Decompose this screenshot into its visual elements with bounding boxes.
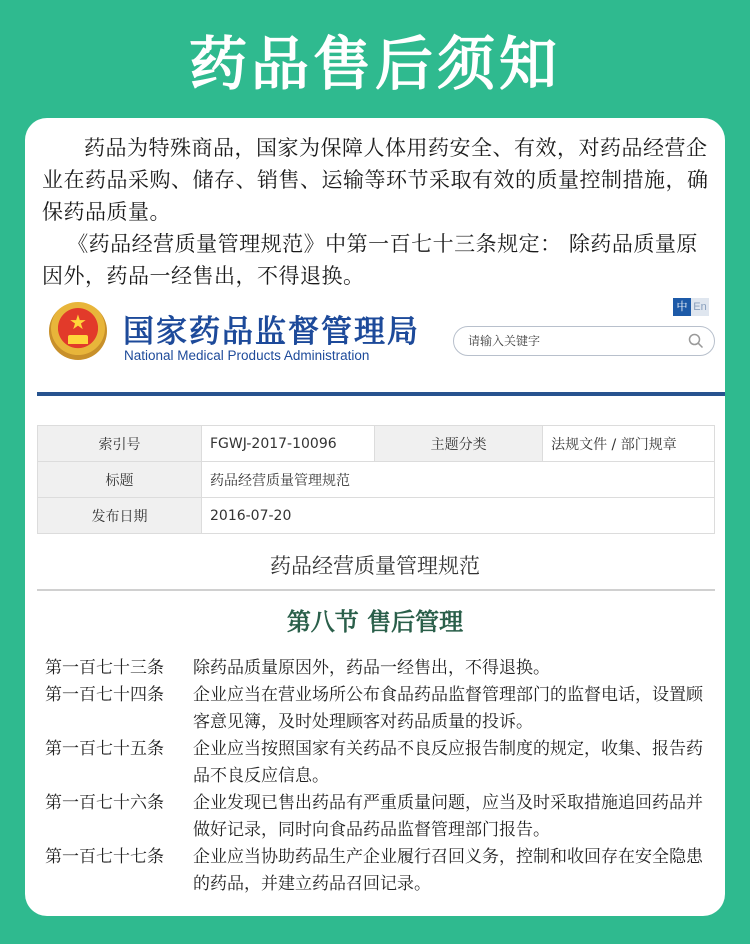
article-number: 第一百七十三条: [45, 658, 164, 678]
article-list: [45, 655, 715, 898]
agency-name-en: National Medical Products Administration: [124, 348, 370, 363]
lang-en-button[interactable]: En: [691, 298, 709, 316]
lang-cn-button[interactable]: 中: [673, 298, 691, 316]
header-divider: [37, 392, 725, 396]
category-value: 法规文件 / 部门规章: [543, 426, 715, 462]
list-item: [45, 682, 715, 736]
category-label: 主题分类: [375, 426, 543, 462]
magnifier-icon[interactable]: [688, 333, 704, 349]
article-text: 企业应当在营业场所公布食品药品监督管理部门的监督电话，设置顾客意见簿，及时处理顾客对药品质量的投诉。: [193, 685, 703, 732]
list-item: [45, 790, 715, 844]
document-meta-table: [37, 425, 715, 534]
intro-text: [42, 132, 712, 292]
agency-name-cn: 国家药品监督管理局: [123, 314, 420, 350]
article-number: 第一百七十四条: [45, 685, 164, 705]
index-label: 索引号: [38, 426, 202, 462]
search-input[interactable]: [468, 331, 668, 351]
table-row: [38, 426, 715, 462]
date-value: 2016-07-20: [202, 498, 715, 534]
title-divider: [37, 589, 715, 591]
article-number: 第一百七十六条: [45, 793, 164, 813]
article-number: 第一百七十七条: [45, 847, 164, 867]
list-item: [45, 844, 715, 898]
national-emblem-icon: ★: [49, 302, 107, 360]
document-title: 药品经营质量管理规范: [270, 554, 480, 578]
index-value: FGWJ-2017-10096: [202, 426, 375, 462]
title-value: 药品经营质量管理规范: [202, 462, 715, 498]
date-label: 发布日期: [38, 498, 202, 534]
intro-paragraph-1: 药品为特殊商品，国家为保障人体用药安全、有效，对药品经营企业在药品采购、储存、销售、运输等环节采取有效的质量控制措施，确保药品质量。: [42, 136, 709, 224]
intro-paragraph-2: 《药品经营质量管理规范》中第一百七十三条规定： 除药品质量原因外，药品一经售出，不得退换。: [42, 232, 698, 288]
article-text: 企业应当协助药品生产企业履行召回义务，控制和收回存在安全隐患的药品，并建立药品召回记录。: [193, 847, 703, 894]
section-title: 第八节 售后管理: [286, 608, 464, 636]
agency-header: [25, 296, 725, 396]
notice-card: [25, 118, 725, 916]
list-item: [45, 655, 715, 682]
search-box: [453, 326, 715, 356]
language-switch: [673, 298, 709, 316]
title-label: 标题: [38, 462, 202, 498]
article-text: 除药品质量原因外，药品一经售出，不得退换。: [193, 658, 550, 678]
article-text: 企业应当按照国家有关药品不良反应报告制度的规定，收集、报告药品不良反应信息。: [193, 739, 703, 786]
table-row: [38, 462, 715, 498]
banner-title: 药品售后须知: [188, 30, 561, 98]
table-row: [38, 498, 715, 534]
list-item: [45, 736, 715, 790]
article-text: 企业发现已售出药品有严重质量问题，应当及时采取措施追回药品并做好记录，同时向食品药品监督管理部门报告。: [193, 793, 703, 840]
article-number: 第一百七十五条: [45, 739, 164, 759]
